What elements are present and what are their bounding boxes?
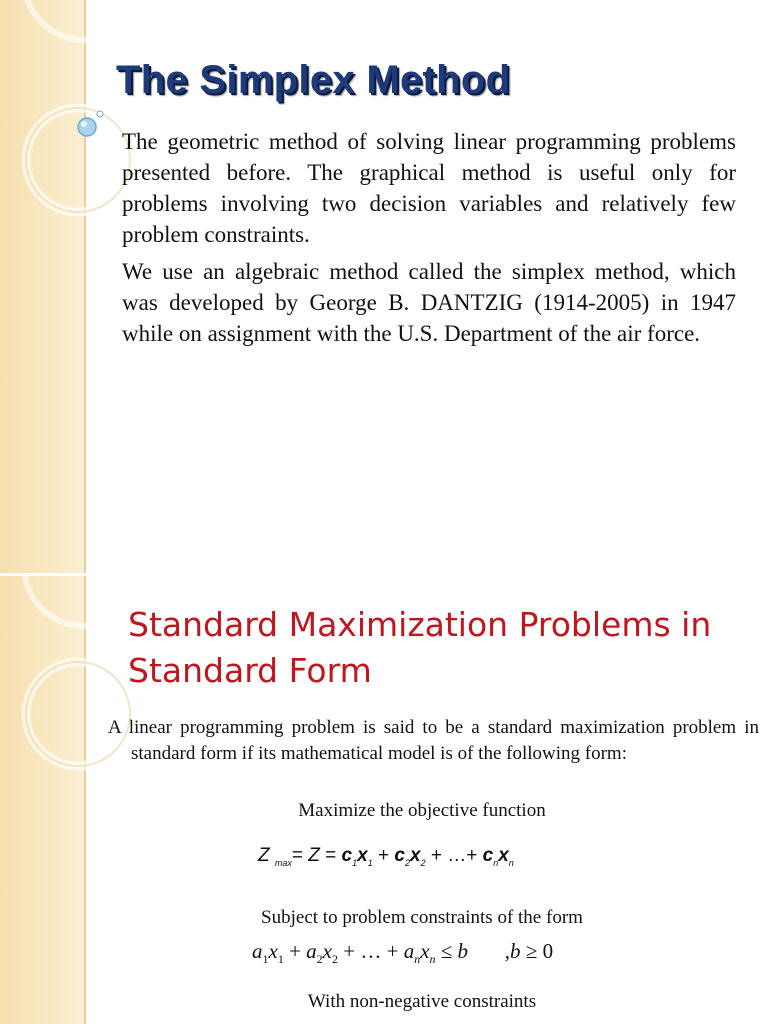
objective-label: Maximize the objective function bbox=[298, 800, 546, 821]
constraint-inequality: $a_1x_1 + a_2x_2$ + … + $a_nx_n \le b$ ,b ≥ 0 bbox=[252, 939, 554, 967]
objective-equation: Z $_{max}= Z = c_1x_1 + c_2x_2$ + …+ $c_nx_n$ bbox=[258, 845, 514, 868]
intro-paragraph: A linear programming problem is said to be a standard maximization problem in standard form if its mathematical model is of the following form: bbox=[108, 717, 759, 764]
paragraph-simplex-history: We use an algebraic method called the simplex method, which was developed by George B. DANTZIG (1914-2005) in 1947 while on assignment with the U.S. Department of the air force. bbox=[122, 259, 736, 346]
slide-title: Standard Maximization Problems in Standard Form bbox=[128, 605, 712, 690]
nonnegative-label: With non-negative constraints bbox=[307, 991, 537, 1012]
paragraph-geometric-method: The geometric method of solving linear programming problems presented before. The graphical method is useful only for problems involving two decision variables and relatively few problem constraints. bbox=[122, 129, 736, 247]
slide-title: The Simplex Method bbox=[116, 58, 511, 102]
constraints-label: Subject to problem constraints of the form bbox=[261, 907, 583, 928]
slide-2 bbox=[0, 576, 768, 1024]
